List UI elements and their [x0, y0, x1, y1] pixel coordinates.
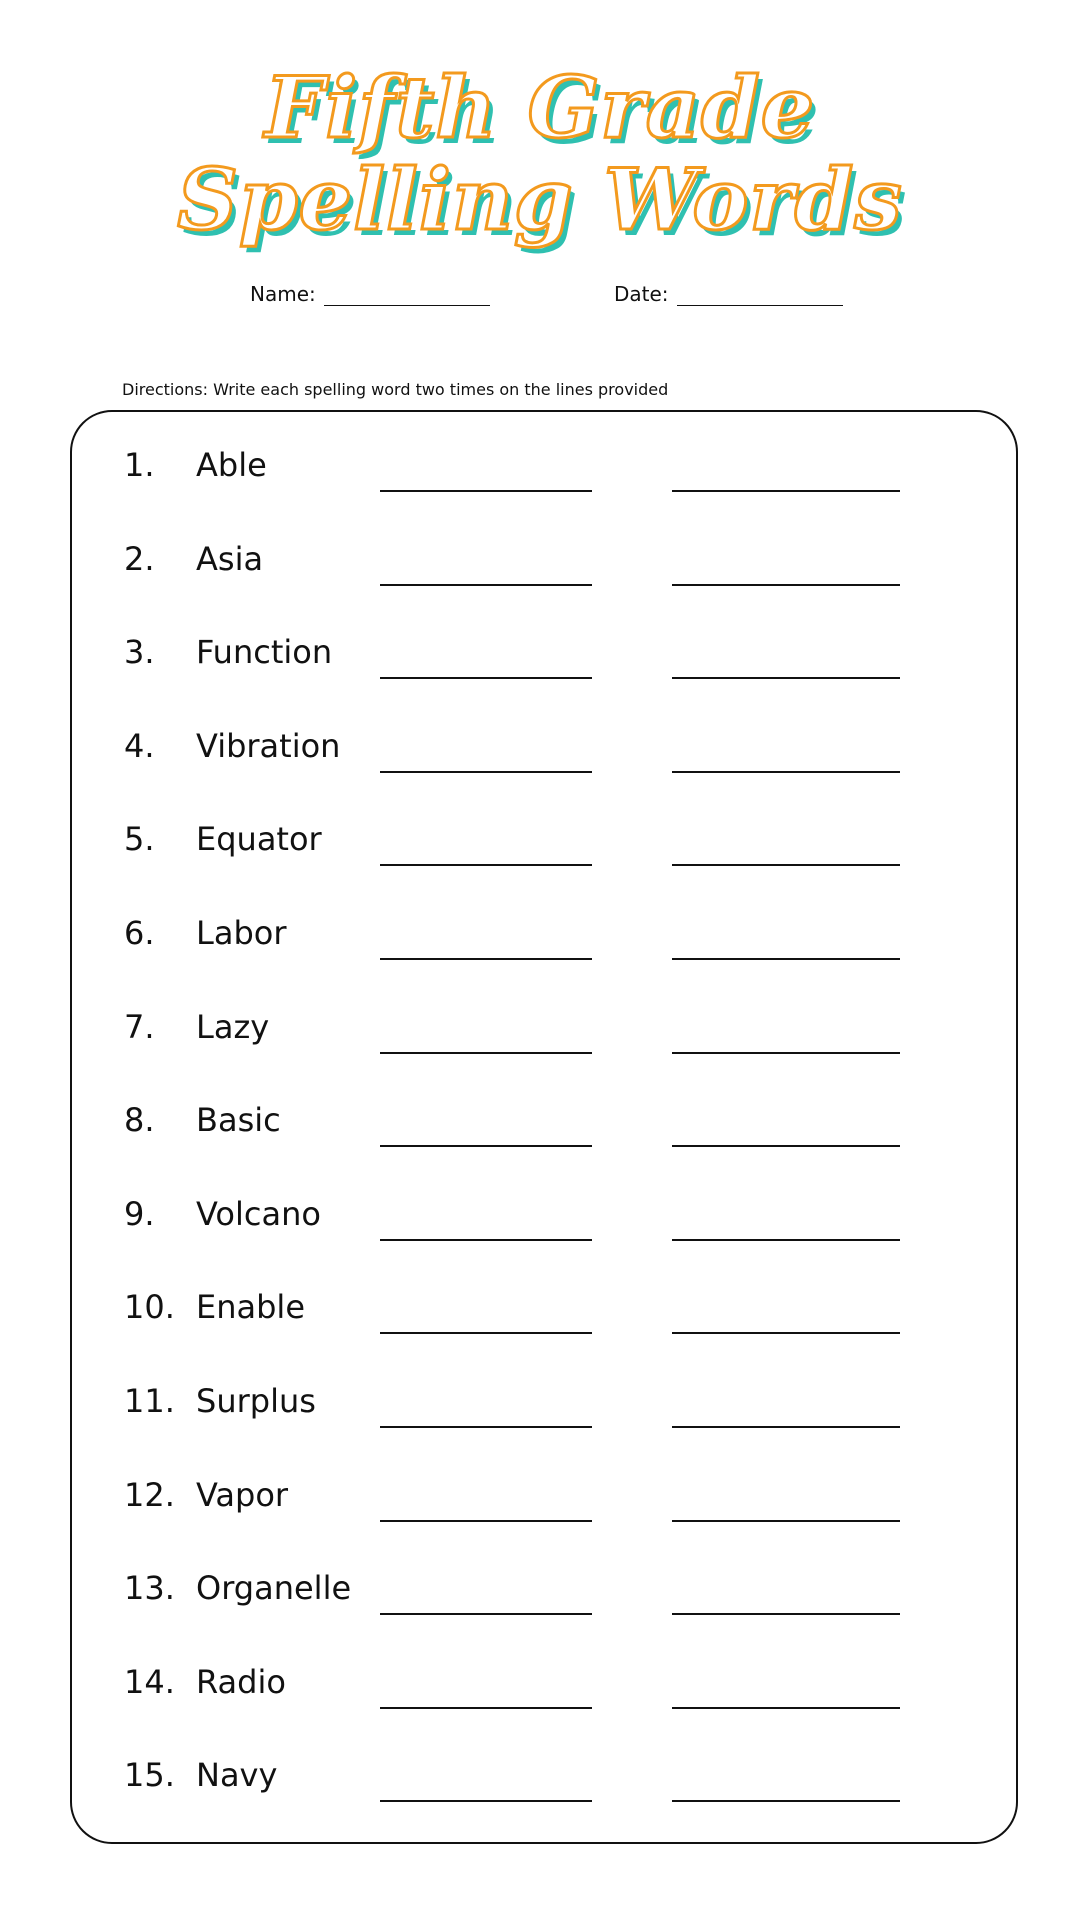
write-line-second[interactable]: [672, 864, 900, 866]
write-line-second[interactable]: [672, 1707, 900, 1709]
write-line-second[interactable]: [672, 1520, 900, 1522]
spelling-word: Vapor: [196, 1475, 289, 1514]
word-number: 8.: [124, 1101, 155, 1140]
word-number: 4.: [124, 726, 155, 765]
word-row: [72, 1557, 1020, 1617]
write-line-first[interactable]: [380, 1426, 592, 1428]
write-line-second[interactable]: [672, 1800, 900, 1802]
date-field[interactable]: [614, 282, 843, 306]
write-line-second[interactable]: [672, 1052, 900, 1054]
spelling-word: Radio: [196, 1662, 286, 1701]
word-row: [72, 1276, 1020, 1336]
write-line-second[interactable]: [672, 1426, 900, 1428]
write-line-first[interactable]: [380, 771, 592, 773]
write-line-first[interactable]: [380, 1332, 592, 1334]
word-number: 11.: [124, 1382, 175, 1420]
word-row: [72, 902, 1020, 962]
spelling-word: Labor: [196, 914, 287, 952]
write-line-first[interactable]: [380, 864, 592, 866]
write-line-first[interactable]: [380, 584, 592, 586]
write-line-second[interactable]: [672, 1145, 900, 1147]
title-line-2: Spelling Words: [177, 150, 903, 249]
date-label: Date:: [614, 282, 669, 306]
write-line-second[interactable]: [672, 1332, 900, 1334]
word-row: [72, 1370, 1020, 1430]
spelling-word: Function: [196, 633, 333, 672]
name-label: Name:: [250, 282, 316, 306]
write-line-first[interactable]: [380, 1239, 592, 1241]
directions-text: Directions: Write each spelling word two times on the lines provided: [122, 380, 669, 399]
write-line-first[interactable]: [380, 1145, 592, 1147]
write-line-first[interactable]: [380, 1800, 592, 1802]
student-info-row: [0, 282, 1080, 316]
write-line-first[interactable]: [380, 1707, 592, 1709]
word-number: 6.: [124, 914, 155, 952]
title-line-1: Fifth Grade: [264, 58, 816, 157]
word-number: 1.: [124, 446, 155, 484]
spelling-word: Basic: [196, 1101, 281, 1140]
word-number: 12.: [124, 1475, 175, 1514]
word-number: 7.: [124, 1007, 155, 1046]
word-row: [72, 1651, 1020, 1711]
write-line-first[interactable]: [380, 958, 592, 960]
worksheet-title: [0, 58, 1080, 249]
spelling-word: Equator: [196, 820, 322, 859]
word-row: [72, 528, 1020, 588]
name-blank-line[interactable]: [324, 283, 490, 306]
write-line-second[interactable]: [672, 677, 900, 679]
name-field[interactable]: [250, 282, 490, 306]
word-row: [72, 621, 1020, 681]
word-number: 9.: [124, 1194, 155, 1233]
word-number: 15.: [124, 1756, 175, 1795]
spelling-word: Navy: [196, 1756, 278, 1795]
write-line-first[interactable]: [380, 677, 592, 679]
word-number: 14.: [124, 1662, 175, 1701]
word-number: 5.: [124, 820, 155, 859]
word-list-box: [70, 410, 1018, 1844]
write-line-second[interactable]: [672, 490, 900, 492]
spelling-word: Organelle: [196, 1569, 352, 1608]
word-row: [72, 1183, 1020, 1243]
write-line-second[interactable]: [672, 1239, 900, 1241]
word-number: 10.: [124, 1288, 175, 1327]
write-line-first[interactable]: [380, 1613, 592, 1615]
word-row: [72, 715, 1020, 775]
write-line-first[interactable]: [380, 490, 592, 492]
word-number: 2.: [124, 539, 155, 578]
word-row: [72, 996, 1020, 1056]
spelling-word: Asia: [196, 539, 264, 578]
word-row: [72, 808, 1020, 868]
word-row: [72, 1464, 1020, 1524]
write-line-second[interactable]: [672, 1613, 900, 1615]
word-number: 13.: [124, 1569, 175, 1608]
word-row: [72, 1089, 1020, 1149]
write-line-second[interactable]: [672, 584, 900, 586]
spelling-word: Lazy: [196, 1007, 270, 1046]
write-line-second[interactable]: [672, 958, 900, 960]
word-number: 3.: [124, 633, 155, 672]
write-line-first[interactable]: [380, 1052, 592, 1054]
spelling-word: Vibration: [196, 726, 341, 765]
word-row: [72, 1744, 1020, 1804]
spelling-word: Surplus: [196, 1382, 316, 1420]
word-row: [72, 434, 1020, 494]
date-blank-line[interactable]: [677, 283, 843, 306]
write-line-first[interactable]: [380, 1520, 592, 1522]
write-line-second[interactable]: [672, 771, 900, 773]
spelling-word: Able: [196, 446, 267, 484]
spelling-word: Enable: [196, 1288, 305, 1327]
spelling-word: Volcano: [196, 1194, 321, 1233]
